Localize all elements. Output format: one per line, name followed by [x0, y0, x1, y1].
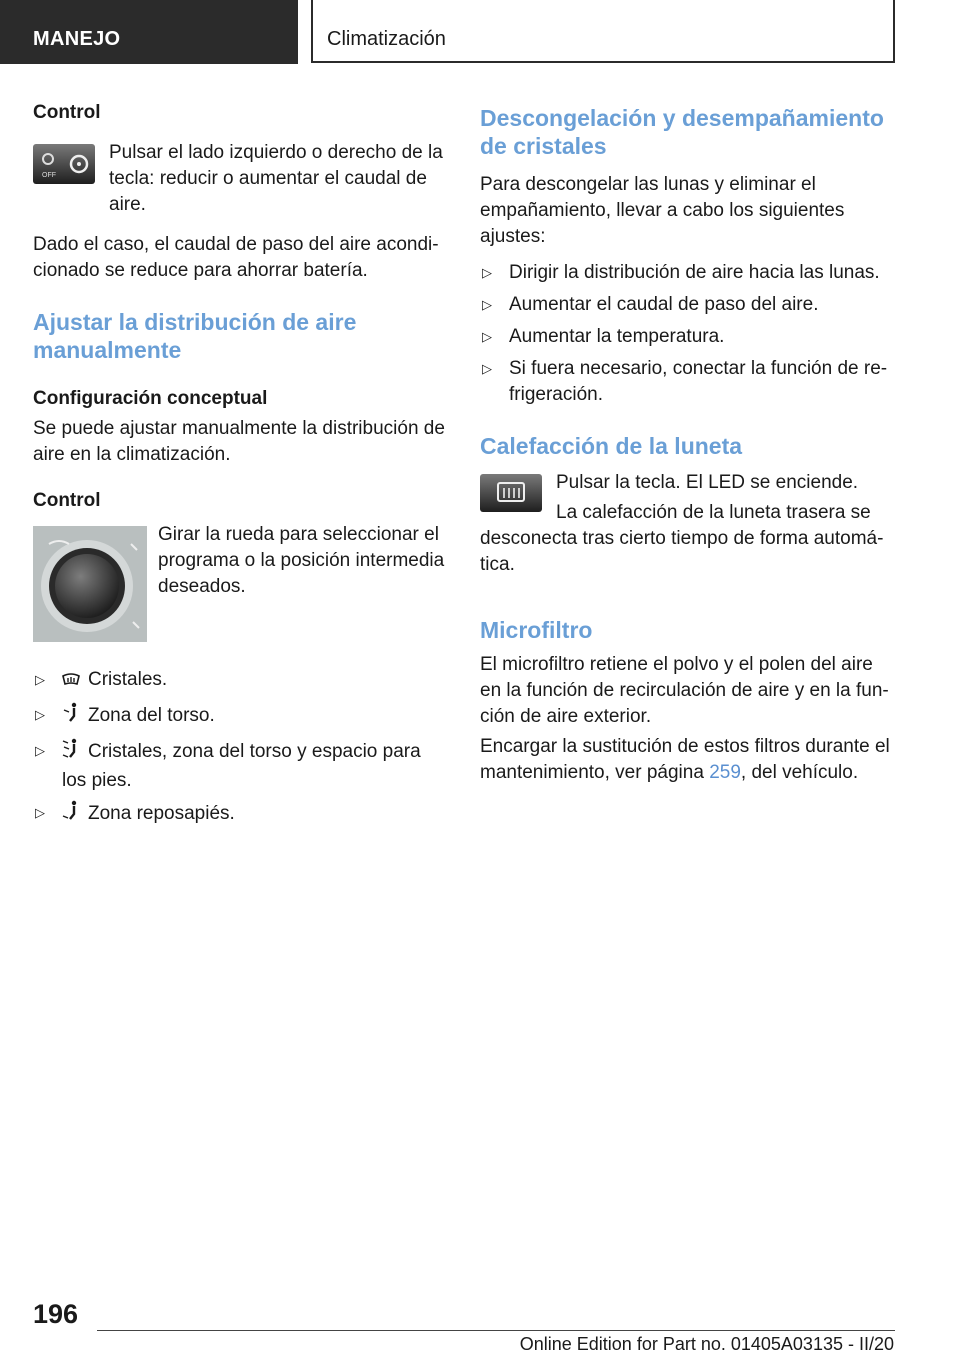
list-item: ▷ Zona reposapiés.: [33, 800, 447, 830]
torso-feet-icon: [62, 738, 80, 768]
triangle-bullet-icon: ▷: [482, 329, 492, 344]
list-item: ▷ Aumentar la temperatura.: [480, 324, 892, 350]
list-item: ▷ Zona del torso.: [33, 702, 447, 732]
windshield-icon: [62, 670, 80, 696]
rear-defrost-button-icon: [480, 474, 542, 517]
filter-text-1: El microfiltro retiene el polvo y el polen del aire en la función de recirculación de aire y en la función de aire exterior.: [480, 654, 889, 727]
list-item: ▷ Dirigir la distribución de aire hacia las lunas.: [480, 260, 892, 286]
filter-text-2: Encargar la sustitución de estos filtros durante el mantenimiento, ver página 259, del vehículo.: [480, 736, 890, 783]
triangle-bullet-icon: ▷: [482, 361, 492, 376]
heading-defrost: Descongelación y desempañamiento de cristales: [480, 105, 884, 159]
list-item: ▷ Cristales, zona del torso y espacio para los pies.: [33, 738, 447, 794]
footer-edition: Online Edition for Part no. 01405A03135 - II/20: [519, 1334, 894, 1354]
left-column: [33, 100, 447, 830]
control2-title: Control: [33, 490, 101, 511]
control2-text: Girar la rueda para seleccionar el programa o la posición intermedia deseados.: [158, 524, 445, 597]
page-link[interactable]: 259: [709, 762, 741, 783]
feet-icon: [62, 800, 80, 830]
rear-text-1: Pulsar la tecla. El LED se enciende.: [556, 472, 859, 493]
list-item: ▷ Aumentar el caudal de paso del aire.: [480, 292, 892, 318]
triangle-bullet-icon: ▷: [35, 743, 45, 758]
triangle-bullet-icon: ▷: [35, 672, 45, 687]
concept-title: Configuración conceptual: [33, 388, 268, 409]
triangle-bullet-icon: ▷: [482, 297, 492, 312]
triangle-bullet-icon: ▷: [482, 265, 492, 280]
control-text: Pulsar el lado izquierdo o derecho de la tecla: reducir o aumentar el caudal de aire.: [109, 142, 443, 215]
chapter-title: Climatización: [327, 28, 446, 50]
heading-rear-defrost: Calefacción de la luneta: [480, 433, 743, 459]
heading-microfilter: Microfiltro: [480, 617, 593, 643]
list-item: ▷ Cristales.: [33, 667, 447, 696]
air-mode-list: [33, 667, 447, 830]
air-distribution-dial-icon: [33, 526, 147, 647]
svg-text:OFF: OFF: [42, 172, 56, 179]
list-item: ▷ Si fuera necesario, conectar la función de refrigeración.: [482, 358, 888, 405]
page-number: 196: [33, 1299, 79, 1329]
section-title: MANEJO: [33, 28, 121, 50]
defrost-intro: Para descongelar las lunas y eliminar el empañamiento, llevar a cabo los siguientes ajustes:: [480, 174, 845, 247]
heading-air-distribution: Ajustar la distribución de aire manualmente: [33, 309, 357, 363]
defrost-steps: [480, 260, 892, 408]
fan-button-icon: [33, 144, 95, 189]
rear-text-2: La calefacción de la luneta trasera se desconecta tras cierto tiempo de forma automática.: [480, 502, 884, 575]
triangle-bullet-icon: ▷: [35, 805, 45, 820]
triangle-bullet-icon: ▷: [35, 707, 45, 722]
right-column: [480, 100, 892, 786]
control-title: Control: [33, 102, 101, 123]
header-section-tab: [0, 0, 298, 64]
header-chapter-tab: [311, 0, 895, 63]
footer-divider: [97, 1330, 895, 1331]
torso-icon: [62, 702, 80, 732]
concept-text: Se puede ajustar manualmente la distribución de aire en la climatización.: [33, 418, 445, 465]
control-note: Dado el caso, el caudal de paso del aire acondicionado se reduce para ahorrar batería.: [33, 234, 439, 281]
